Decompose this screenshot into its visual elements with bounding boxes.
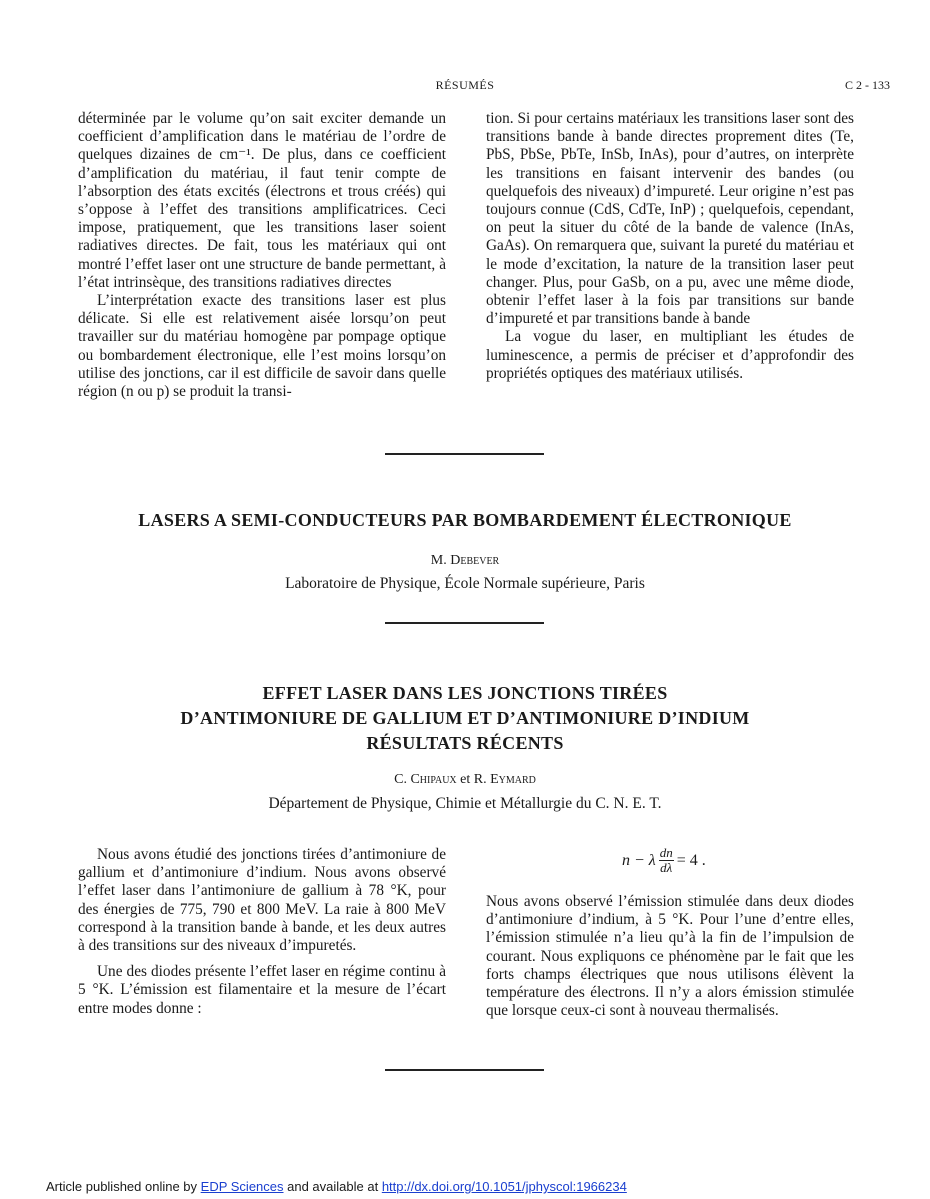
fraction-numerator: dn xyxy=(659,845,673,860)
top-left-column xyxy=(78,110,446,401)
author-name: Chipaux xyxy=(410,772,457,787)
affiliation: Département de Physique, Chimie et Métallurgie du C. N. E. T. xyxy=(268,795,662,812)
section-divider xyxy=(385,1069,544,1071)
page-number: C 2 - 133 xyxy=(845,78,890,92)
paragraph: Nous avons étudié des jonctions tirées d’antimoniure de gallium et d’antimoniure d’indium. Nous avons observé l’effet laser dans l’antimoniure de gallium à 78 °K, pour des énergies de 775, 790 et 800 MeV. La raie à 800 MeV correspond à la transition bande à bande, et les deux autres à des transitions sur des niveaux d’impuretés. xyxy=(78,846,446,955)
equation-fraction xyxy=(659,846,674,875)
publication-footer xyxy=(46,1179,627,1194)
author-conjunction: et xyxy=(456,772,474,787)
equation-lhs: n − λ xyxy=(622,851,656,869)
article-title xyxy=(0,681,930,756)
fraction-denominator: dλ xyxy=(660,860,673,875)
doi-link[interactable]: http://dx.doi.org/10.1051/jphyscol:1966234 xyxy=(381,1179,627,1194)
author-name: Debever xyxy=(450,553,500,568)
author-initial: R. xyxy=(473,772,491,787)
paragraph: Une des diodes présente l’effet laser en régime continu à 5 °K. L’émission est filamentaire et la mesure de l’écart entre modes donne : xyxy=(78,963,446,1017)
affiliation: Laboratoire de Physique, École Normale supérieure, Paris xyxy=(285,575,645,592)
paragraph: L’interprétation exacte des transitions laser est plus délicate. Si elle est relativement aisée lorsqu’on peut travailler sur du matériau homogène par pompage optique ou bombardement électronique, elle l’est moins lorsqu’on utilise des jonctions, car il est difficile de savoir dans quelle région (n ou p) se produit la transi- xyxy=(78,292,446,401)
title-line: EFFET LASER DANS LES JONCTIONS TIRÉES xyxy=(262,683,668,703)
article-left-column xyxy=(78,846,446,1018)
section-divider xyxy=(385,453,544,455)
section-divider xyxy=(385,622,544,624)
author-initial: M. xyxy=(430,553,451,568)
article-right-column xyxy=(486,893,854,1020)
title-line: RÉSULTATS RÉCENTS xyxy=(366,733,564,753)
author-name: Eymard xyxy=(490,772,536,787)
equation xyxy=(622,846,706,875)
top-right-column xyxy=(486,110,854,383)
footer-text: Article published online by xyxy=(46,1179,201,1194)
paragraph: Nous avons observé l’émission stimulée dans deux diodes d’antimoniure d’indium, à 5 °K. Pour l’une d’entre elles, l’émission stimulée n’a lieu qu’à la fin de l’impulsion de courant. Nous expliquons ce phénomène par le fait que les forts champs électriques que nous utilisons élèvent la température des électrons. Il n’y a alors émission stimulée que lorsque ceux-ci sont à nouveau thermalisés. xyxy=(486,893,854,1020)
author-initial: C. xyxy=(394,772,411,787)
title-line: D’ANTIMONIURE DE GALLIUM ET D’ANTIMONIURE D’INDIUM xyxy=(180,708,750,728)
paragraph: déterminée par le volume qu’on sait exciter demande un coefficient d’amplification dans le matériau de l’ordre de quelques dizaines de cm⁻¹. De plus, dans ce coefficient d’amplification du matériau, il faut tenir compte de l’absorption des états excités (électrons et trous créés) qui s’oppose à l’effet des transitions amplificatrices. Ceci impose, pratiquement, que les transitions laser soient radiatives directes. De fait, tous les matériaux qui ont montré l’effet laser ont une structure de bande permettant, à l’état intrinsèque, des transitions radiatives directes xyxy=(78,110,446,291)
article-title: LASERS A SEMI-CONDUCTEURS PAR BOMBARDEMENT ÉLECTRONIQUE xyxy=(138,510,792,530)
author-line xyxy=(0,553,930,569)
paragraph: tion. Si pour certains matériaux les transitions laser sont des transitions bande à bande directes proprement dites (Te, PbS, PbSe, PbTe, InSb, InAs), pour d’autres, on interprète les transitions en faisant intervenir des bandes (ou quelquefois des niveaux) d’impureté. Leur origine n’est pas toujours connue (CdS, CdTe, InP) ; quelquefois, cependant, on peut la situer du côté de la bande de valence (InAs, GaAs). On remarquera que, suivant la pureté du matériau et le mode d’excitation, la nature de la transition laser peut changer. Plus, pour GaSb, on a pu, avec une même diode, obtenir l’effet laser à la fois par transitions sur bande d’impureté et par transitions bande à bande xyxy=(486,110,854,328)
footer-text: and available at xyxy=(283,1179,382,1194)
running-header: RÉSUMÉS xyxy=(435,78,495,92)
publisher-link[interactable]: EDP Sciences xyxy=(200,1179,284,1194)
paragraph: La vogue du laser, en multipliant les études de luminescence, a permis de préciser et d’approfondir des propriétés optiques des matériaux utilisés. xyxy=(486,328,854,382)
equation-rhs: = 4 . xyxy=(676,851,706,869)
author-line xyxy=(0,772,930,788)
